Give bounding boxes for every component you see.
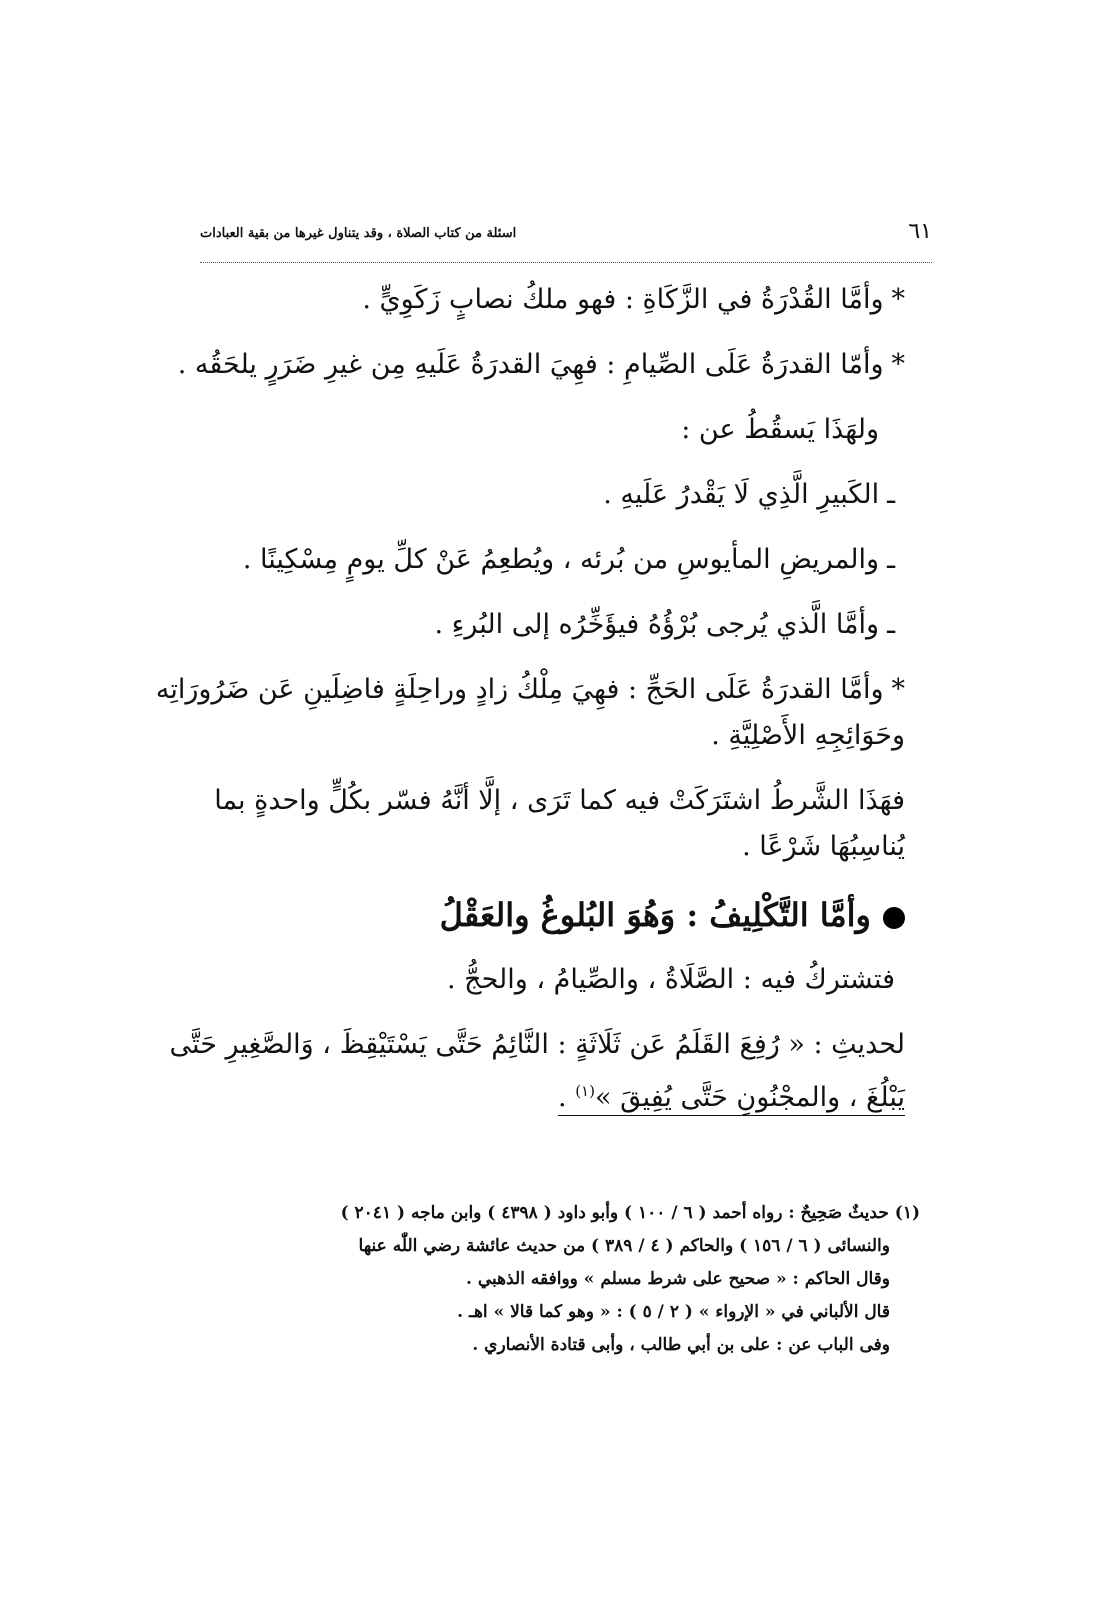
dash-marker: ـ bbox=[887, 544, 895, 575]
line-text: لحديثِ : « رُفِعَ القَلَمُ عَن ثَلَاثَةٍ : النَّائِمُ حَتَّى يَسْتَيْقِظَ ، وَالصَّغِيرِ حَتَّى bbox=[169, 1029, 905, 1060]
condition-line-continued bbox=[180, 827, 905, 867]
footnote-line: والنسائى ( ٦ / ١٥٦ ) والحاكم ( ٤ / ٣٨٩ ) من حديث عائشة رضي اللّٰه عنها bbox=[358, 1236, 890, 1256]
elderly-line bbox=[180, 475, 905, 515]
bullet-dot-icon bbox=[883, 907, 905, 929]
section-heading bbox=[180, 892, 905, 938]
line-text: ولهَذَا يَسقُطُ عن : bbox=[681, 414, 879, 445]
zakat-line bbox=[180, 280, 905, 320]
shared-acts-line bbox=[180, 960, 905, 1000]
line-text: فهَذَا الشَّرطُ اشتَرَكَتْ فيه كما تَرَى ، إلَّا أنَّهُ فسّر بكُلٍّ واحدةٍ بما bbox=[214, 785, 905, 816]
dash-marker: ـ bbox=[887, 479, 895, 510]
heading-text: وأمَّا التَّكْلِيفُ : وَهُوَ البُلوغُ والعَقْلُ bbox=[439, 896, 871, 934]
ill-line bbox=[180, 540, 905, 580]
asterisk-marker: * bbox=[891, 349, 905, 380]
fasting-line bbox=[177, 345, 905, 385]
line-text: فتشتركُ فيه : الصَّلَاةُ ، والصِّيامُ ، والحجُّ . bbox=[446, 964, 895, 995]
recovery-line bbox=[180, 605, 905, 645]
line-text: وأمَّا الَّذي يُرجى بُرْؤُهُ فيؤَخِّرُه إلى البُرءِ . bbox=[434, 609, 880, 640]
line-text: وأمّا القدرَةُ عَلَى الصِّيامِ : فهِيَ القدرَةُ عَلَيهِ مِن غيرِ ضَرَرٍ يلحَقُه . bbox=[177, 349, 884, 380]
hadith-line bbox=[169, 1025, 905, 1065]
hajj-line-continued bbox=[180, 716, 905, 756]
line-text: وحَوَائِجِهِ الأَصْلِيَّةِ . bbox=[711, 720, 905, 751]
dash-marker: ـ bbox=[887, 609, 895, 640]
footnote-line: قال الألباني في « الإرواء » ( ٢ / ٥ ) : « وهو كما قالا » اهـ . bbox=[457, 1302, 890, 1322]
footnote-line: (١) حديثٌ صَحِيحٌ : رواه أحمد ( ٦ / ١٠٠ ) وأبو داود ( ٤٣٩٨ ) وابن ماجه ( ٢٠٤١ ) bbox=[340, 1203, 920, 1223]
line-text: والمريضِ المأيوسِ من بُرئه ، ويُطعِمُ عَنْ كلِّ يومٍ مِسْكِينًا . bbox=[242, 544, 880, 575]
footnotes bbox=[180, 1197, 920, 1362]
header-divider bbox=[200, 262, 932, 263]
asterisk-marker: * bbox=[891, 284, 905, 315]
hadith-line-continued bbox=[180, 1071, 905, 1118]
line-text: وأمَّا القُدْرَةُ في الزَّكَاةِ : فهو ملكُ نصابٍ زَكَوِيٍّ . bbox=[362, 284, 884, 315]
page-header bbox=[200, 215, 932, 263]
hajj-line bbox=[155, 670, 905, 710]
line-text: يُناسِبُهَا شَرْعًا . bbox=[742, 831, 905, 862]
condition-line bbox=[180, 781, 905, 821]
footnote-line: وفى الباب عن : على بن أبي طالب ، وأبى قتادة الأنصاري . bbox=[472, 1335, 890, 1355]
main-text bbox=[155, 280, 905, 1143]
line-text: وأمَّا القدرَةُ عَلَى الحَجِّ : فهِيَ مِلْكُ زادٍ وراحِلَةٍ فاضِلَينِ عَن ضَرُورَاتِه bbox=[155, 674, 884, 705]
page-number: ٦١ bbox=[908, 219, 932, 244]
hadith-closing bbox=[558, 1082, 905, 1116]
exemption-intro-line bbox=[180, 410, 905, 450]
line-text: الكَبيرِ الَّذِي لَا يَقْدرُ عَلَيهِ . bbox=[603, 479, 880, 510]
footnote-reference: (١) bbox=[575, 1082, 595, 1100]
footnote-line: وقال الحاكم : « صحيح على شرط مسلم » ووافقه الذهبي . bbox=[466, 1269, 890, 1289]
asterisk-marker: * bbox=[891, 674, 905, 705]
running-head: اسئلة من كتاب الصلاة ، وقد يتناول غيرها من بقية العبادات bbox=[200, 226, 517, 241]
line-end: . bbox=[558, 1082, 567, 1113]
line-text: يَبْلُغَ ، والمجْنُونِ حَتَّى يُفِيقَ » bbox=[594, 1082, 905, 1113]
